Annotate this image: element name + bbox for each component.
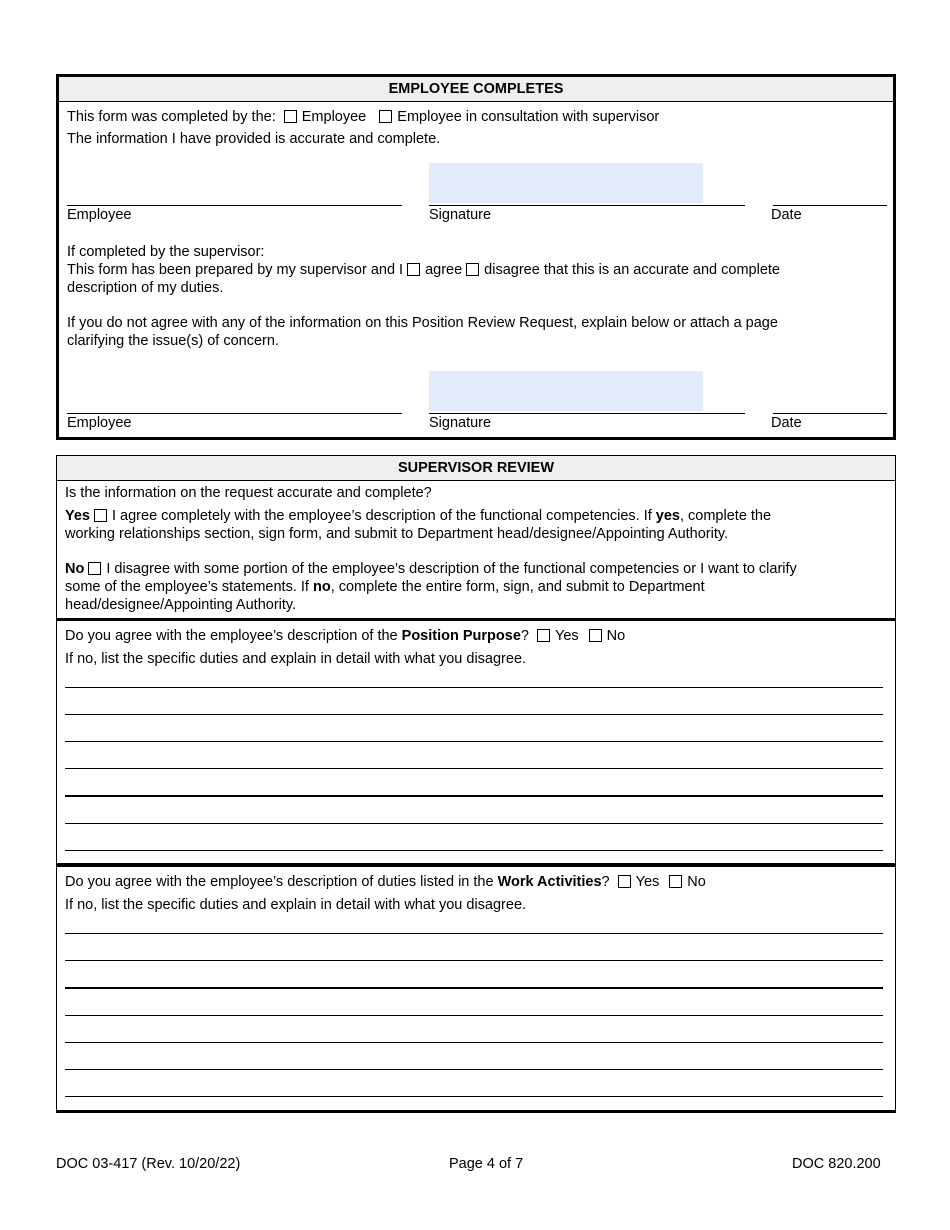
- signature-field[interactable]: [429, 163, 703, 203]
- no-option-line-3: head/designee/Appointing Authority.: [65, 597, 297, 613]
- disagree-note-line-2: clarifying the issue(s) of concern.: [67, 333, 279, 349]
- position-purpose-section: [56, 618, 896, 866]
- yes-option-line-1: Yes I agree completely with the employee’s description of the functional competencies. If yes, complete the: [65, 508, 772, 524]
- work-activities-section: [56, 864, 896, 1113]
- purpose-response-line[interactable]: [65, 687, 883, 688]
- no-option-line-1: No I disagree with some portion of the employee’s description of the functional competencies or I want to clarify: [65, 561, 797, 577]
- page-number: Page 4 of 7: [449, 1156, 524, 1172]
- position-purpose-question: Do you agree with the employee’s description of the Position Purpose? Yes No: [65, 628, 626, 644]
- date-line-2[interactable]: [773, 413, 887, 414]
- work-response-line[interactable]: [65, 960, 883, 961]
- purpose-response-line[interactable]: [65, 768, 883, 769]
- work-response-line[interactable]: [65, 1015, 883, 1016]
- work-yes-checkbox[interactable]: [618, 875, 631, 888]
- supervisor-no-checkbox[interactable]: [88, 562, 101, 575]
- yes-option-line-2: working relationships section, sign form, and submit to Department head/designee/Appointing Authority.: [65, 526, 729, 542]
- signature-line-2: [429, 413, 745, 414]
- form-id: DOC 03-417 (Rev. 10/20/22): [56, 1156, 241, 1172]
- section-title: SUPERVISOR REVIEW: [57, 456, 895, 481]
- purpose-response-line[interactable]: [65, 823, 883, 824]
- purpose-instruction: If no, list the specific duties and explain in detail with what you disagree.: [65, 651, 527, 667]
- purpose-no-checkbox[interactable]: [589, 629, 602, 642]
- completed-by-row: This form was completed by the: Employee Employee in consultation with supervisor: [67, 109, 660, 125]
- disagree-note-line-1: If you do not agree with any of the information on this Position Review Request, explain below or attach a page: [67, 315, 778, 331]
- date-line[interactable]: [773, 205, 887, 206]
- signature-field-2[interactable]: [429, 371, 703, 411]
- purpose-response-line[interactable]: [65, 741, 883, 742]
- employee-label: Employee: [67, 207, 132, 223]
- employee-checkbox[interactable]: [284, 110, 297, 123]
- purpose-response-line[interactable]: [65, 714, 883, 715]
- section-title: EMPLOYEE COMPLETES: [59, 77, 893, 102]
- prepared-line-2: description of my duties.: [67, 280, 224, 296]
- work-no-checkbox[interactable]: [669, 875, 682, 888]
- employee-consultation-checkbox[interactable]: [379, 110, 392, 123]
- work-response-line[interactable]: [65, 1096, 883, 1097]
- work-response-line[interactable]: [65, 1069, 883, 1070]
- employee-label-2: Employee: [67, 415, 132, 431]
- disagree-checkbox[interactable]: [466, 263, 479, 276]
- work-response-line[interactable]: [65, 987, 883, 989]
- agree-checkbox[interactable]: [407, 263, 420, 276]
- supervisor-yes-checkbox[interactable]: [94, 509, 107, 522]
- employee-name-line-2[interactable]: [67, 413, 402, 414]
- signature-label: Signature: [429, 207, 492, 223]
- work-response-line[interactable]: [65, 933, 883, 934]
- employee-name-line[interactable]: [67, 205, 402, 206]
- date-label-2: Date: [771, 415, 802, 431]
- accuracy-statement: The information I have provided is accurate and complete.: [67, 131, 441, 147]
- no-option-line-2: some of the employee’s statements. If no, complete the entire form, sign, and submit to Department: [65, 579, 705, 595]
- purpose-response-line[interactable]: [65, 850, 883, 851]
- supervisor-review-section: [56, 455, 896, 619]
- purpose-yes-checkbox[interactable]: [537, 629, 550, 642]
- policy-number: DOC 820.200: [792, 1156, 881, 1172]
- signature-label-2: Signature: [429, 415, 492, 431]
- signature-line: [429, 205, 745, 206]
- employee-completes-section: [56, 74, 896, 440]
- work-response-line[interactable]: [65, 1042, 883, 1043]
- work-instruction: If no, list the specific duties and explain in detail with what you disagree.: [65, 897, 527, 913]
- agree-disagree-row: This form has been prepared by my supervisor and I agree disagree that this is an accurate and complete: [67, 262, 780, 278]
- supervisor-intro: If completed by the supervisor:: [67, 244, 265, 260]
- accuracy-question: Is the information on the request accurate and complete?: [65, 485, 432, 501]
- date-label: Date: [771, 207, 802, 223]
- work-activities-question: Do you agree with the employee’s description of duties listed in the Work Activities? Yes No: [65, 874, 706, 890]
- purpose-response-line[interactable]: [65, 795, 883, 797]
